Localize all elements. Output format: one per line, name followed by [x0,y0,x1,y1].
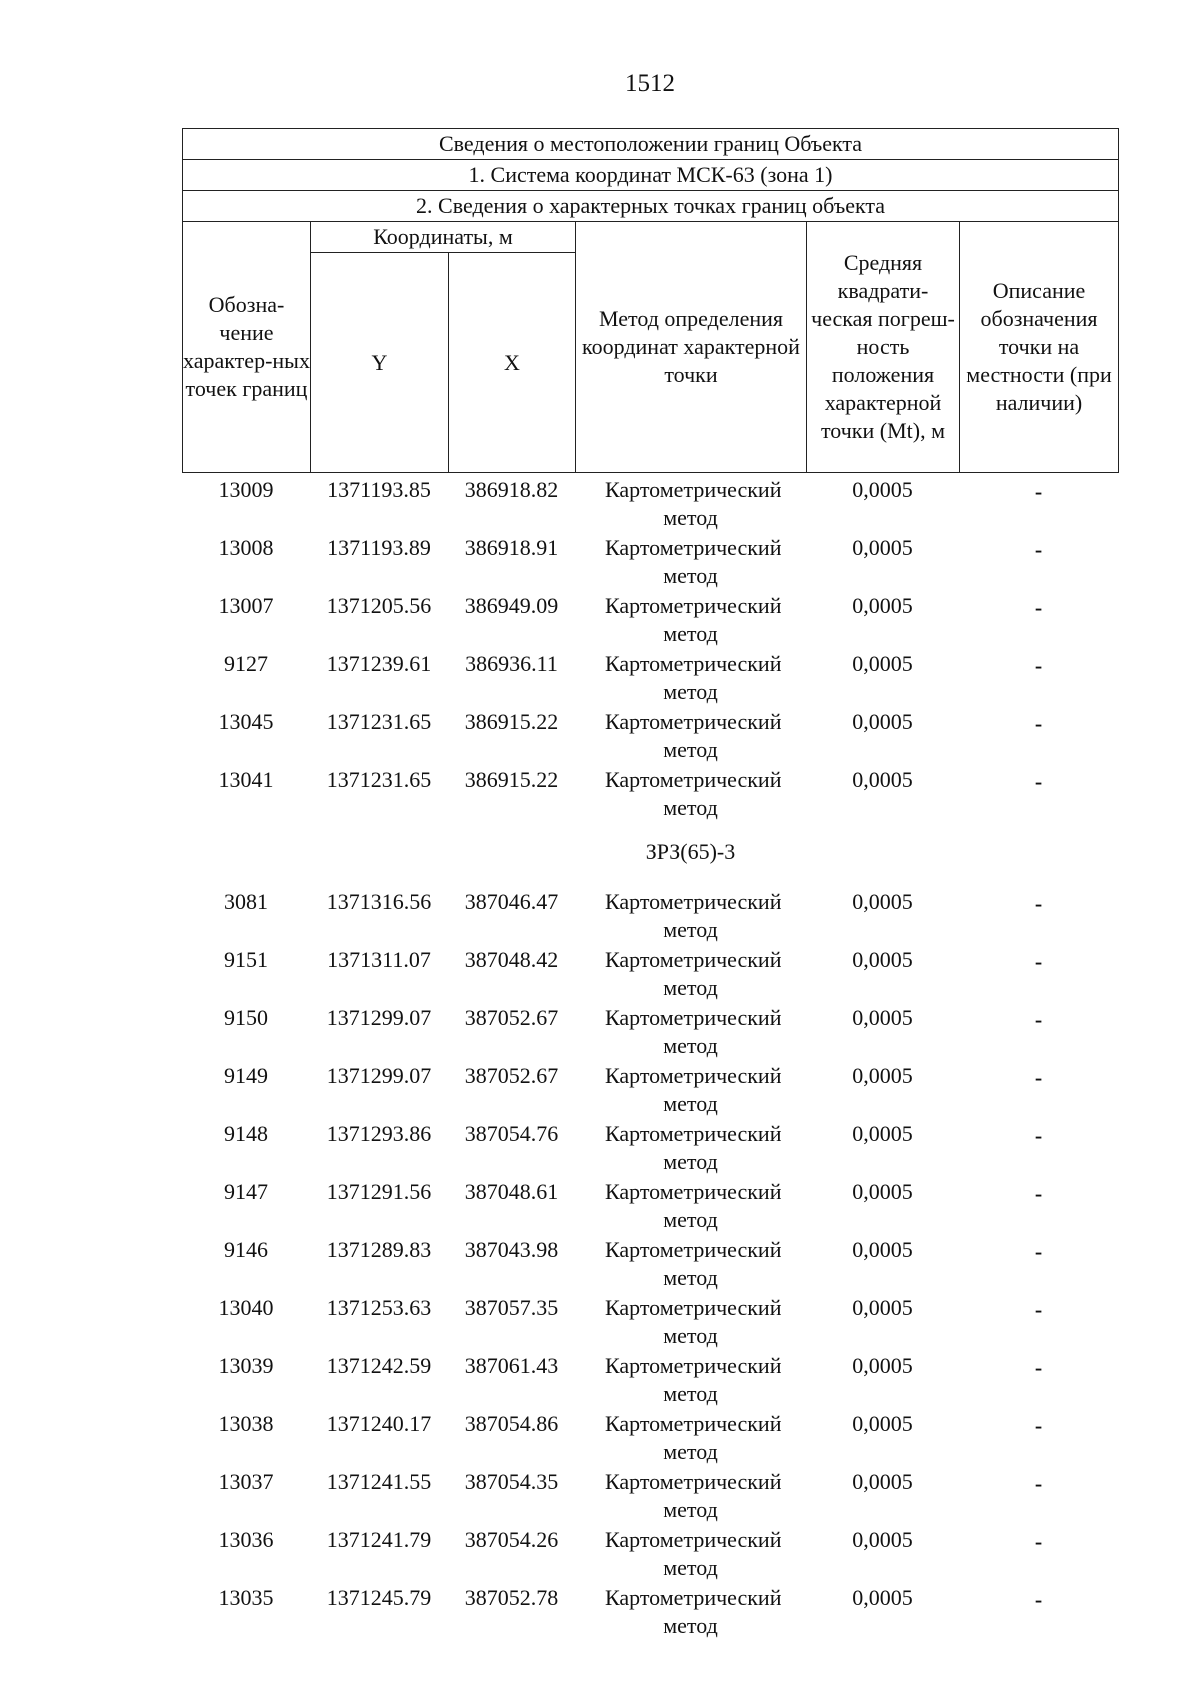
cell-coord-y: 1371299.07 [326,1063,432,1088]
cell-method: Картометрический метод [605,651,782,704]
cell-description: - [1034,1065,1043,1090]
cell-mean-error: 0,0005 [852,651,913,676]
column-header-y: Y [311,253,449,473]
column-header-coordinates: Координаты, м [311,222,576,253]
cell-mean-error: 0,0005 [852,947,913,972]
cell-coord-x: 387048.61 [464,1179,559,1204]
cell-coord-y: 1371205.56 [326,593,432,618]
group-row [182,824,1118,888]
table-row [182,946,1118,1004]
cell-description: - [1034,1587,1043,1612]
cell-point-id: 13040 [218,1295,274,1320]
cell-point-id: 9127 [224,651,268,676]
cell-coord-x: 387046.47 [464,889,559,914]
table-row [182,1236,1118,1294]
cell-mean-error: 0,0005 [852,1179,913,1204]
cell-description: - [1034,1529,1043,1554]
cell-mean-error: 0,0005 [852,1411,913,1436]
cell-coord-x: 386915.22 [464,767,559,792]
cell-coord-x: 386918.82 [464,477,559,502]
cell-point-id: 9148 [224,1121,268,1146]
cell-coord-y: 1371291.56 [326,1179,432,1204]
cell-description: - [1034,1413,1043,1438]
cell-point-id: 13041 [218,767,274,792]
cell-coord-y: 1371239.61 [326,651,432,676]
cell-method: Картометрический метод [605,1585,782,1638]
cell-description: - [1034,1181,1043,1206]
cell-coord-x: 386949.09 [464,593,559,618]
column-header-designation: Обозна-чение характер-ных точек границ [183,222,311,473]
cell-coord-y: 1371241.79 [326,1527,432,1552]
table-row [182,1410,1118,1468]
cell-point-id: 13039 [218,1353,274,1378]
cell-coord-x: 387054.35 [464,1469,559,1494]
table-row [182,1062,1118,1120]
cell-coord-y: 1371240.17 [326,1411,432,1436]
cell-description: - [1034,653,1043,678]
cell-description: - [1034,537,1043,562]
cell-method: Картометрический метод [605,535,782,588]
cell-coord-y: 1371241.55 [326,1469,432,1494]
table-row [182,1120,1118,1178]
cell-mean-error: 0,0005 [852,593,913,618]
cell-point-id: 3081 [224,889,268,914]
cell-coord-y: 1371193.89 [327,535,431,560]
cell-coord-x: 387043.98 [464,1237,559,1262]
cell-method: Картометрический метод [605,477,782,530]
table-row [182,1178,1118,1236]
cell-method: Картометрический метод [605,1121,782,1174]
table-row [182,888,1118,946]
cell-description: - [1034,711,1043,736]
cell-mean-error: 0,0005 [852,1353,913,1378]
column-header-method: Метод определения координат характерной точки [576,222,807,473]
cell-description: - [1034,769,1043,794]
cell-coord-y: 1371316.56 [326,889,432,914]
cell-description: - [1034,1355,1043,1380]
table-row [182,1294,1118,1352]
cell-description: - [1034,479,1043,504]
cell-description: - [1034,1297,1043,1322]
cell-method: Картометрический метод [605,1005,782,1058]
cell-coord-y: 1371293.86 [326,1121,432,1146]
cell-description: - [1034,1471,1043,1496]
cell-method: Картометрический метод [605,1353,782,1406]
table-row [182,766,1118,824]
column-header-description: Описание обозначения точки на местности (при наличии) [960,222,1119,473]
cell-description: - [1034,595,1043,620]
cell-coord-x: 387052.67 [464,1005,559,1030]
table-row [182,534,1118,592]
cell-mean-error: 0,0005 [852,709,913,734]
cell-method: Картометрический метод [605,1179,782,1232]
cell-method: Картометрический метод [605,947,782,1000]
cell-mean-error: 0,0005 [852,477,913,502]
cell-method: Картометрический метод [605,1527,782,1580]
cell-mean-error: 0,0005 [852,1063,913,1088]
cell-point-id: 9150 [224,1005,268,1030]
cell-coord-x: 387054.86 [464,1411,559,1436]
cell-coord-x: 387057.35 [464,1295,559,1320]
cell-coord-y: 1371311.07 [327,947,431,972]
cell-coord-x: 387054.26 [464,1527,559,1552]
table-row [182,1004,1118,1062]
cell-description: - [1034,949,1043,974]
cell-method: Картометрический метод [605,1063,782,1116]
coordinate-system-title: 1. Система координат МСК-63 (зона 1) [183,160,1119,191]
table-row [182,650,1118,708]
cell-description: - [1034,891,1043,916]
table-row [182,1468,1118,1526]
group-label: ЗРЗ(65)-3 [645,839,736,864]
table-row [182,1526,1118,1584]
cell-point-id: 9146 [224,1237,268,1262]
cell-coord-x: 386936.11 [465,651,558,676]
cell-coord-y: 1371289.83 [326,1237,432,1262]
cell-method: Картометрический метод [605,593,782,646]
cell-mean-error: 0,0005 [852,1295,913,1320]
cell-coord-y: 1371299.07 [326,1005,432,1030]
cell-method: Картометрический метод [605,1237,782,1290]
table-row [182,476,1118,534]
cell-method: Картометрический метод [605,1295,782,1348]
cell-coord-y: 1371245.79 [326,1585,432,1610]
cell-mean-error: 0,0005 [852,1585,913,1610]
cell-coord-x: 386918.91 [464,535,559,560]
column-header-x: X [449,253,576,473]
cell-coord-x: 387052.67 [464,1063,559,1088]
cell-mean-error: 0,0005 [852,535,913,560]
cell-coord-y: 1371231.65 [326,767,432,792]
table-row [182,592,1118,650]
header-table [182,128,1119,473]
cell-coord-y: 1371193.85 [327,477,431,502]
cell-point-id: 13037 [218,1469,274,1494]
cell-point-id: 13007 [218,593,274,618]
cell-description: - [1034,1007,1043,1032]
page-number: 1512 [625,70,675,97]
cell-point-id: 13038 [218,1411,274,1436]
cell-point-id: 13008 [218,535,274,560]
cell-method: Картометрический метод [605,1469,782,1522]
cell-mean-error: 0,0005 [852,1005,913,1030]
cell-coord-x: 387048.42 [464,947,559,972]
cell-point-id: 9151 [224,947,268,972]
cell-coord-y: 1371231.65 [326,709,432,734]
cell-method: Картометрический метод [605,889,782,942]
cell-point-id: 9147 [224,1179,268,1204]
cell-description: - [1034,1123,1043,1148]
points-section-title: 2. Сведения о характерных точках границ объекта [183,191,1119,222]
cell-coord-y: 1371242.59 [326,1353,432,1378]
cell-coord-y: 1371253.63 [326,1295,432,1320]
cell-coord-x: 387061.43 [464,1353,559,1378]
cell-mean-error: 0,0005 [852,889,913,914]
cell-mean-error: 0,0005 [852,1121,913,1146]
cell-point-id: 13009 [218,477,274,502]
column-header-error: Средняя квадрати-ческая погреш-ность положения характерной точки (Mt), м [807,222,960,473]
cell-point-id: 13036 [218,1527,274,1552]
table-row [182,708,1118,766]
cell-mean-error: 0,0005 [852,1237,913,1262]
cell-coord-x: 386915.22 [464,709,559,734]
cell-coord-x: 387054.76 [464,1121,559,1146]
cell-mean-error: 0,0005 [852,1527,913,1552]
points-table [182,476,1118,1642]
cell-description: - [1034,1239,1043,1264]
cell-mean-error: 0,0005 [852,767,913,792]
cell-coord-x: 387052.78 [464,1585,559,1610]
table-row [182,1584,1118,1642]
cell-method: Картометрический метод [605,709,782,762]
cell-mean-error: 0,0005 [852,1469,913,1494]
table-title: Сведения о местоположении границ Объекта [183,129,1119,160]
cell-method: Картометрический метод [605,767,782,820]
cell-point-id: 13045 [218,709,274,734]
cell-method: Картометрический метод [605,1411,782,1464]
cell-point-id: 9149 [224,1063,268,1088]
cell-point-id: 13035 [218,1585,274,1610]
table-row [182,1352,1118,1410]
